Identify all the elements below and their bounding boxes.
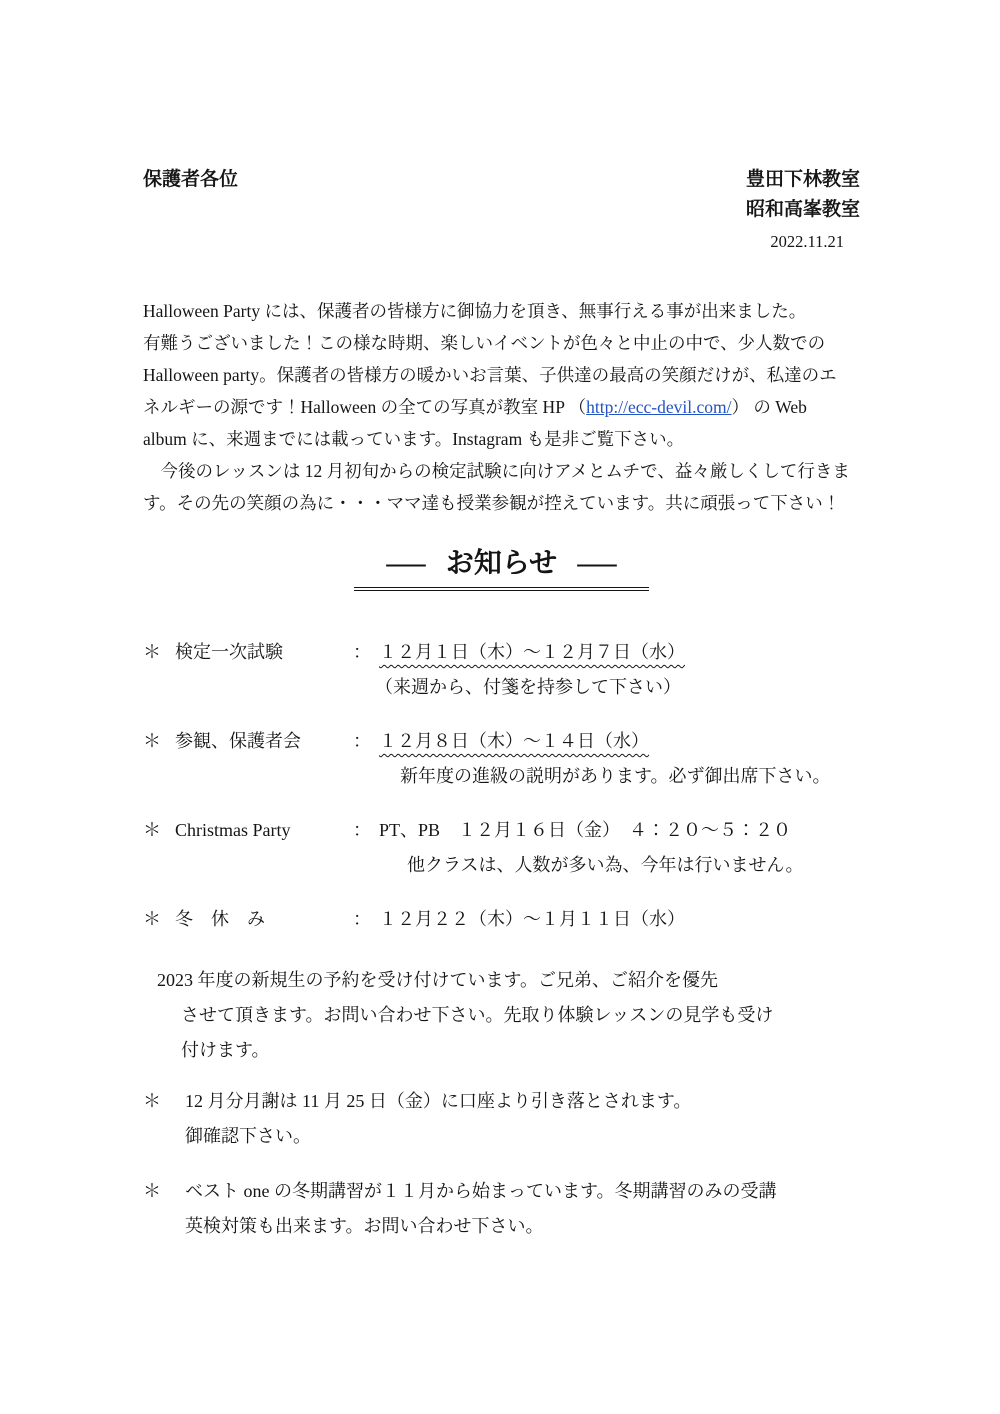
recruit-line: 付けます。 xyxy=(181,1040,270,1060)
asterisk-marker: ＊ xyxy=(143,1181,161,1201)
notice-sub-note: 他クラスは、人数が多い為、今年は行いません。 xyxy=(407,855,804,875)
notice-label: Christmas Party xyxy=(175,820,291,840)
notice-colon: ： xyxy=(353,909,371,929)
winter-course-paragraph xyxy=(143,1174,860,1244)
notice-item-observation xyxy=(143,724,860,794)
notice-date-range: １２月８日（木）～１４日（水） xyxy=(379,731,649,751)
intro-link-suffix: ） の Web xyxy=(731,397,807,417)
notice-title-row xyxy=(143,547,860,591)
sender-block xyxy=(746,165,860,257)
tuition-paragraph xyxy=(143,1084,860,1154)
notice-colon: ： xyxy=(353,731,371,751)
intro-line-with-link xyxy=(143,391,860,423)
asterisk-marker: ＊ xyxy=(143,731,161,751)
notice-date-range: PT、PB １２月１６日（金） ４：２０～５：２０ xyxy=(379,820,792,840)
notice-sub-note: 新年度の進級の説明があります。必ず御出席下さい。 xyxy=(400,766,831,786)
notice-date-range: １２月２２（木）～１月１１日（水） xyxy=(379,909,685,929)
asterisk-marker: ＊ xyxy=(143,1091,161,1111)
asterisk-marker: ＊ xyxy=(143,909,161,929)
ecc-website-link[interactable]: http://ecc-devil.com/ xyxy=(586,397,732,417)
title-dash-left: ― xyxy=(386,548,426,579)
tuition-line: 12 月分月謝は 11 月 25 日（金）に口座より引き落とされます。 xyxy=(185,1091,692,1111)
asterisk-marker: ＊ xyxy=(143,820,161,840)
notice-date-range: １２月１日（木）～１２月７日（水） xyxy=(379,642,685,662)
school-name-1: 豊田下林教室 xyxy=(745,169,860,190)
notice-item-christmas-party xyxy=(143,813,860,883)
notice-colon: ： xyxy=(353,642,371,662)
notice-label: 検定一次試験 xyxy=(175,642,283,662)
notice-item-exam xyxy=(143,635,860,705)
notice-item-winter-break xyxy=(143,902,860,937)
notice-title-text: お知らせ xyxy=(445,548,558,579)
recruit-line: させて頂きます。お問い合わせ下さい。先取り体験レッスンの見学も受け xyxy=(181,1005,774,1025)
asterisk-marker: ＊ xyxy=(143,642,161,662)
recruit-paragraph xyxy=(143,963,860,1068)
notice-label: 冬 休 み xyxy=(175,909,265,929)
recruit-line: 2023 年度の新規生の予約を受け付けています。ご兄弟、ご紹介を優先 xyxy=(157,970,719,990)
intro-line: album に、来週までには載っています。Instagram も是非ご覧下さい。 xyxy=(143,429,685,449)
notice-row xyxy=(143,902,860,937)
winter-course-text xyxy=(185,1174,777,1244)
winter-course-line: ベスト one の冬期講習が１１月から始まっています。冬期講習のみの受講 xyxy=(185,1181,777,1201)
notice-label: 参観、保護者会 xyxy=(175,731,301,751)
document-date: 2022.11.21 xyxy=(770,232,844,251)
intro-link-prefix: ネルギーの源です！Halloween の全ての写真が教室 HP （ xyxy=(143,397,587,417)
intro-line: Halloween Party には、保護者の皆様方に御協力を頂き、無事行える事が出来ました。 xyxy=(143,301,807,321)
title-dash-right: ― xyxy=(577,548,617,579)
notice-row xyxy=(143,635,860,670)
intro-line: 有難うございました！この様な時期、楽しいイベントが色々と中止の中で、少人数での xyxy=(143,333,826,353)
notice-list xyxy=(143,635,860,937)
notice-title xyxy=(354,547,649,591)
document-header xyxy=(143,165,860,257)
intro-line: Halloween party。保護者の皆様方の暖かいお言葉、子供達の最高の笑顔だけが、私達のエ xyxy=(143,365,837,385)
winter-course-line: 英検対策も出来ます。お問い合わせ下さい。 xyxy=(185,1216,544,1236)
school-name-2: 昭和高峯教室 xyxy=(745,199,860,220)
notice-row xyxy=(143,813,860,848)
notice-sub-note: （来週から、付箋を持参して下さい） xyxy=(375,677,681,697)
intro-line: 今後のレッスンは 12 月初旬からの検定試験に向けアメとムチで、益々厳しくして行きま xyxy=(143,461,850,481)
notice-colon: ： xyxy=(353,820,371,840)
notice-row xyxy=(143,724,860,759)
intro-line: す。その先の笑顔の為に・・・ママ達も授業参観が控えています。共に頑張って下さい！ xyxy=(143,493,841,513)
tuition-line: 御確認下さい。 xyxy=(185,1126,311,1146)
tuition-text xyxy=(185,1084,691,1154)
recipient-line: 保護者各位 xyxy=(143,169,239,190)
intro-paragraph xyxy=(143,295,860,519)
